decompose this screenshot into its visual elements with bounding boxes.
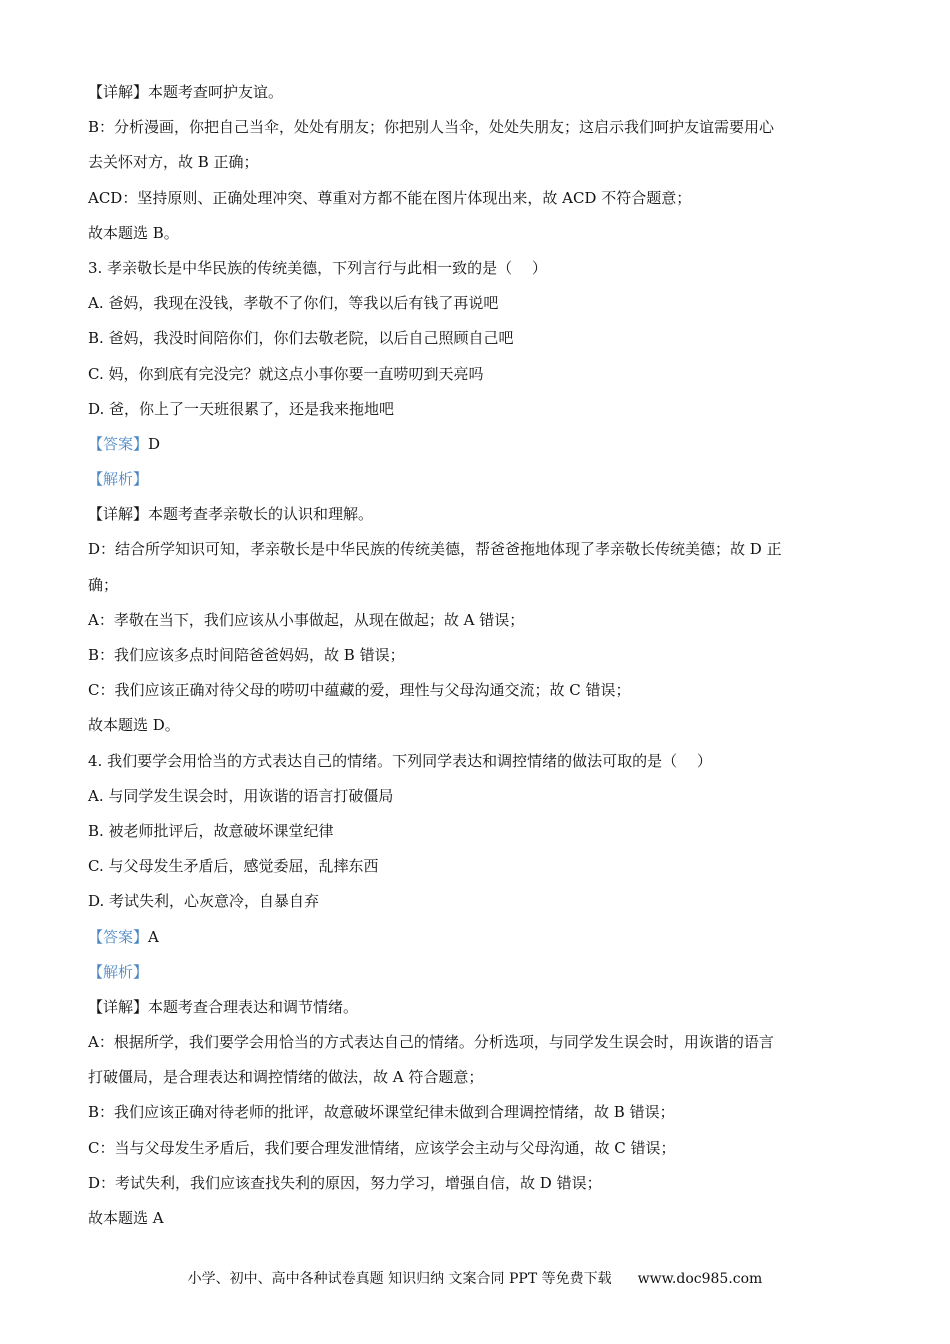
text-line <box>88 1166 858 1201</box>
footer-text: 小学、初中、高中各种试卷真题 知识归纳 文案合同 PPT 等免费下载 <box>187 1271 612 1287</box>
line-text: A：孝敬在当下，我们应该从小事做起，从现在做起；故 A 错误； <box>88 610 525 629</box>
section-tag: 【答案】 <box>88 927 149 946</box>
text-line <box>88 216 858 251</box>
text-line <box>88 251 858 286</box>
text-line <box>88 1060 858 1095</box>
line-text: B：我们应该正确对待老师的批评，故意破坏课堂纪律未做到合理调控情绪，故 B 错误； <box>88 1103 675 1122</box>
line-text: B：我们应该多点时间陪爸爸妈妈，故 B 错误； <box>88 646 405 664</box>
text-line <box>88 708 858 743</box>
text-line <box>88 532 858 567</box>
text-line <box>88 392 858 427</box>
line-text: 故本题选 D。 <box>88 716 180 735</box>
line-text: A <box>148 927 159 946</box>
line-text: 【详解】本题考查合理表达和调节情绪。 <box>88 997 359 1016</box>
line-text: A. 与同学发生误会时，用诙谐的语言打破僵局 <box>88 786 394 805</box>
line-text: A. 爸妈，我现在没钱，孝敬不了你们，等我以后有钱了再说吧 <box>88 294 499 313</box>
line-text: D. 考试失利，心灰意冷，自暴自弃 <box>88 892 320 911</box>
text-line <box>88 75 858 110</box>
text-line <box>88 1025 858 1060</box>
footer-site-link[interactable]: www.doc985.com <box>637 1271 763 1287</box>
text-line <box>88 357 858 392</box>
text-line <box>88 884 858 919</box>
section-tag: 【答案】 <box>88 434 149 453</box>
line-text: B. 被老师批评后，故意破坏课堂纪律 <box>88 821 334 840</box>
line-text: 故本题选 A <box>88 1209 164 1227</box>
line-text: D：考试失利，我们应该查找失利的原因，努力学习，增强自信，故 D 错误； <box>88 1173 602 1192</box>
line-text: B. 爸妈，我没时间陪你们，你们去敬老院，以后自己照顾自己吧 <box>88 329 514 348</box>
line-text: 故本题选 B。 <box>88 223 179 242</box>
line-text: D <box>148 434 161 453</box>
line-text: D：结合所学知识可知，孝亲敬长是中华民族的传统美德，帮爸爸拖地体现了孝亲敬长传统美德；故 D 正 <box>88 540 782 559</box>
text-line <box>88 744 858 779</box>
text-line <box>88 568 858 603</box>
line-text: B：分析漫画，你把自己当伞，处处有朋友；你把别人当伞，处处失朋友；这启示我们呵护友谊需要用心 <box>88 118 775 137</box>
page-footer <box>0 1268 950 1288</box>
line-text: 3. 孝亲敬长是中华民族的传统美德，下列言行与此相一致的是（ ） <box>88 258 547 277</box>
text-line <box>88 427 858 462</box>
text-line <box>88 673 858 708</box>
line-text: D. 爸，你上了一天班很累了，还是我来拖地吧 <box>88 399 395 418</box>
line-text: ACD：坚持原则、正确处理冲突、尊重对方都不能在图片体现出来，故 ACD 不符合题意； <box>88 188 692 207</box>
text-line <box>88 990 858 1025</box>
line-text: 去关怀对方，故 B 正确； <box>88 153 259 172</box>
line-text: C：我们应该正确对待父母的唠叨中蕴藏的爱，理性与父母沟通交流；故 C 错误； <box>88 681 631 700</box>
text-line <box>88 1131 858 1166</box>
text-line <box>88 779 858 814</box>
line-text: C. 与父母发生矛盾后，感觉委屈，乱摔东西 <box>88 857 379 876</box>
text-line <box>88 181 858 216</box>
text-line <box>88 955 858 990</box>
line-text: A：根据所学，我们要学会用恰当的方式表达自己的情绪。分析选项，与同学发生误会时，用诙谐的语言 <box>88 1033 774 1052</box>
line-text: C. 妈，你到底有完没完？就这点小事你要一直唠叨到天亮吗 <box>88 364 484 383</box>
section-tag: 【解析】 <box>88 470 149 489</box>
text-line <box>88 603 858 638</box>
text-line <box>88 497 858 532</box>
line-text: 确； <box>88 575 119 594</box>
line-text: C：当与父母发生矛盾后，我们要合理发泄情绪，应该学会主动与父母沟通，故 C 错误； <box>88 1138 676 1157</box>
text-line <box>88 1201 858 1236</box>
text-line <box>88 462 858 497</box>
section-tag: 【解析】 <box>88 962 149 981</box>
text-line <box>88 849 858 884</box>
text-line <box>88 920 858 955</box>
line-text: 打破僵局，是合理表达和调控情绪的做法，故 A 符合题意； <box>88 1068 484 1087</box>
text-line <box>88 814 858 849</box>
line-text: 4. 我们要学会用恰当的方式表达自己的情绪。下列同学表达和调控情绪的做法可取的是（ ） <box>88 751 712 770</box>
text-line <box>88 321 858 356</box>
document-body <box>88 75 858 1236</box>
line-text: 【详解】本题考查孝亲敬长的认识和理解。 <box>88 505 374 524</box>
text-line <box>88 638 858 673</box>
text-line <box>88 1095 858 1130</box>
text-line <box>88 286 858 321</box>
text-line <box>88 110 858 145</box>
line-text: 【详解】本题考查呵护友谊。 <box>88 83 284 101</box>
text-line <box>88 145 858 180</box>
